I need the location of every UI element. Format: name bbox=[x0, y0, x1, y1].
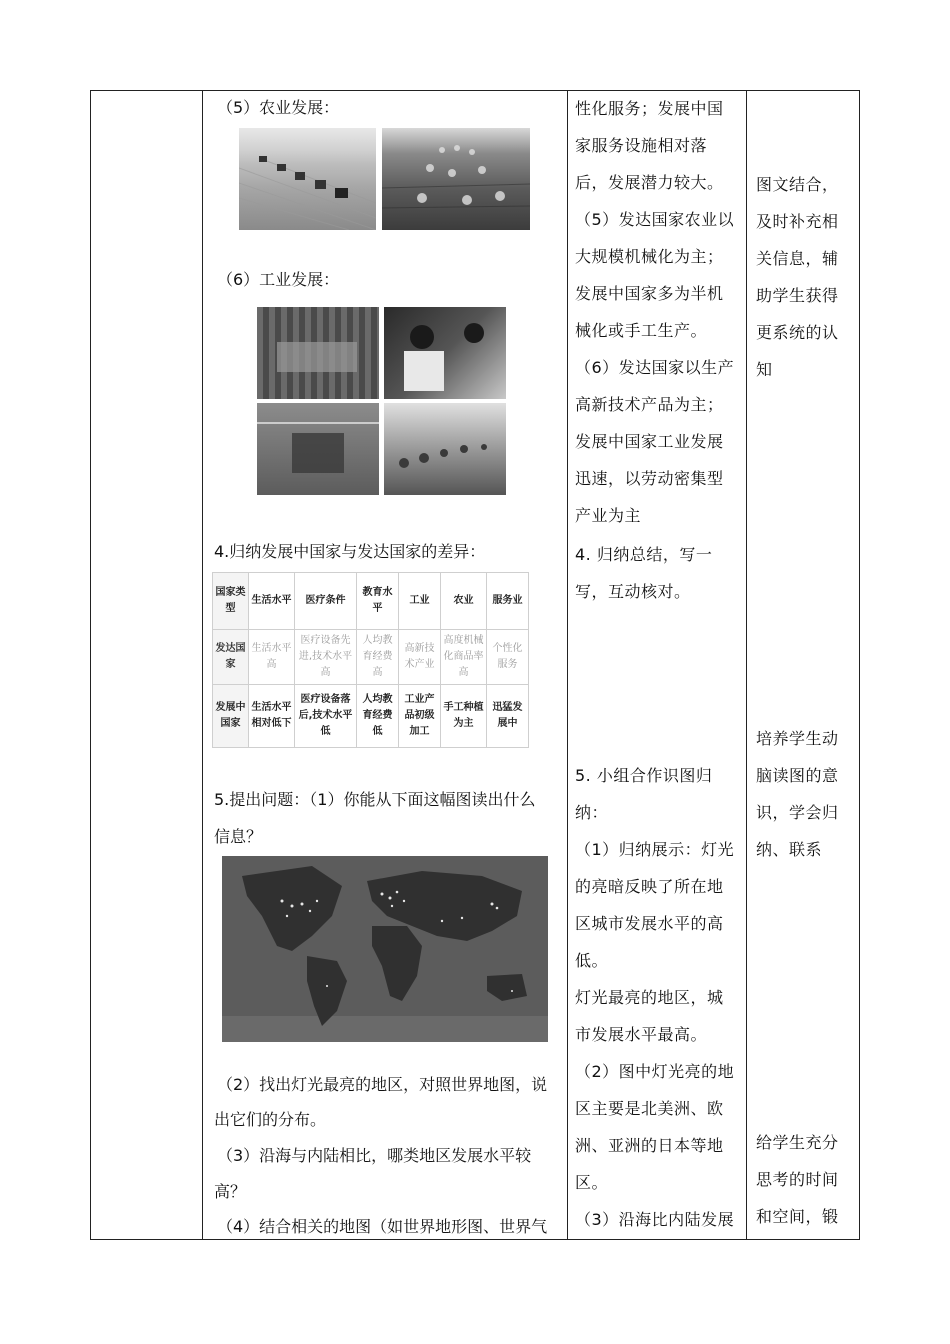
intent-line: 和空间，锻 bbox=[756, 1207, 839, 1226]
header-cell: 农业 bbox=[441, 573, 487, 630]
column-divider-1 bbox=[202, 91, 203, 1239]
table-cell: 医疗设备先进,技术水平高 bbox=[295, 630, 357, 685]
table-header-row bbox=[213, 573, 529, 630]
table-cell: 生活水平高 bbox=[249, 630, 295, 685]
question-text: 信息？ bbox=[214, 827, 263, 846]
activity-line: 纳： bbox=[575, 803, 609, 822]
intent-line: 脑读图的意 bbox=[756, 766, 839, 785]
intent-line: 知 bbox=[756, 360, 773, 379]
car-assembly-photo bbox=[257, 307, 379, 399]
activity-line: 4. 归纳总结，写一 bbox=[575, 545, 713, 564]
labor-intensive-factory-photo bbox=[384, 403, 506, 495]
table-cell: 人均教育经费低 bbox=[357, 685, 399, 748]
header-cell: 生活水平 bbox=[249, 573, 295, 630]
intent-line: 给学生充分 bbox=[756, 1133, 839, 1152]
manual-farming-photo bbox=[382, 128, 530, 230]
intent-line: 培养学生动 bbox=[756, 729, 839, 748]
activity-line: （2）图中灯光亮的地 bbox=[575, 1062, 735, 1081]
activity-line: （6）发达国家以生产 bbox=[575, 358, 735, 377]
table-cell: 医疗设备落后,技术水平低 bbox=[295, 685, 357, 748]
column-divider-2 bbox=[567, 91, 568, 1239]
table-cell: 高新技术产业 bbox=[399, 630, 441, 685]
activity-line: 低。 bbox=[575, 951, 609, 970]
table-cell: 手工种植为主 bbox=[441, 685, 487, 748]
factory-line-photo bbox=[257, 403, 379, 495]
activity-line: 区城市发展水平的高 bbox=[575, 914, 724, 933]
table-row bbox=[213, 685, 529, 748]
mechanized-farming-photo bbox=[239, 128, 376, 230]
activity-line: 发展中国家多为半机 bbox=[575, 284, 724, 303]
intent-line: 助学生获得 bbox=[756, 286, 839, 305]
intent-line: 纳、联系 bbox=[756, 840, 823, 859]
activity-line: 大规模机械化为主； bbox=[575, 247, 724, 266]
intent-line: 关信息，辅 bbox=[756, 249, 839, 268]
table-cell: 发展中国家 bbox=[213, 685, 249, 748]
activity-line: 性化服务；发展中国 bbox=[575, 99, 724, 118]
table-cell: 发达国家 bbox=[213, 630, 249, 685]
table-cell: 生活水平相对低下 bbox=[249, 685, 295, 748]
intent-line: 及时补充相 bbox=[756, 212, 839, 231]
header-cell: 教育水平 bbox=[357, 573, 399, 630]
table-cell: 人均教育经费高 bbox=[357, 630, 399, 685]
activity-line: 市发展水平最高。 bbox=[575, 1025, 708, 1044]
question-text: （2）找出灯光最亮的地区，对照世界地图，说 bbox=[217, 1075, 548, 1094]
activity-line: 后，发展潜力较大。 bbox=[575, 173, 724, 192]
activity-line: 械化或手工生产。 bbox=[575, 321, 708, 340]
activity-line: 区。 bbox=[575, 1173, 609, 1192]
summary-heading: 4.归纳发展中国家与发达国家的差异： bbox=[214, 542, 486, 561]
intent-line: 图文结合， bbox=[756, 175, 839, 194]
question-text: 5.提出问题：（1）你能从下面这幅图读出什么 bbox=[214, 790, 536, 809]
activity-line: 灯光最亮的地区，城 bbox=[575, 988, 724, 1007]
table-cell: 个性化服务 bbox=[487, 630, 529, 685]
intent-line: 更系统的认 bbox=[756, 323, 839, 342]
activity-line: 的亮暗反映了所在地 bbox=[575, 877, 724, 896]
activity-line: 洲、亚洲的日本等地 bbox=[575, 1136, 724, 1155]
header-cell: 工业 bbox=[399, 573, 441, 630]
comparison-table bbox=[212, 572, 529, 748]
header-cell: 国家类型 bbox=[213, 573, 249, 630]
activity-line: 5. 小组合作识图归 bbox=[575, 766, 713, 785]
question-text: 高？ bbox=[214, 1182, 247, 1201]
activity-line: 高新技术产品为主； bbox=[575, 395, 724, 414]
industry-heading: （6）工业发展： bbox=[217, 270, 340, 289]
activity-line: 产业为主 bbox=[575, 506, 642, 525]
activity-line: 区主要是北美洲、欧 bbox=[575, 1099, 724, 1118]
activity-line: （3）沿海比内陆发展 bbox=[575, 1210, 735, 1229]
electronics-workers-photo bbox=[384, 307, 506, 399]
world-night-lights-map bbox=[222, 856, 548, 1042]
table-row bbox=[213, 630, 529, 685]
activity-line: 写，互动核对。 bbox=[575, 582, 691, 601]
question-text: （4）结合相关的地图（如世界地形图、世界气 bbox=[217, 1217, 548, 1236]
activity-line: （1）归纳展示：灯光 bbox=[575, 840, 735, 859]
header-cell: 服务业 bbox=[487, 573, 529, 630]
question-text: （3）沿海与内陆相比，哪类地区发展水平较 bbox=[217, 1146, 532, 1165]
table-cell: 工业产品初级加工 bbox=[399, 685, 441, 748]
intent-line: 思考的时间 bbox=[756, 1170, 839, 1189]
intent-line: 识，学会归 bbox=[756, 803, 839, 822]
agriculture-heading: （5）农业发展： bbox=[217, 98, 340, 117]
header-cell: 医疗条件 bbox=[295, 573, 357, 630]
table-cell: 高度机械化商品率高 bbox=[441, 630, 487, 685]
activity-line: 发展中国家工业发展 bbox=[575, 432, 724, 451]
column-divider-3 bbox=[746, 91, 747, 1239]
table-cell: 迅猛发展中 bbox=[487, 685, 529, 748]
activity-line: 迅速，以劳动密集型 bbox=[575, 469, 724, 488]
activity-line: （5）发达国家农业以 bbox=[575, 210, 735, 229]
question-text: 出它们的分布。 bbox=[214, 1110, 327, 1129]
activity-line: 家服务设施相对落 bbox=[575, 136, 708, 155]
